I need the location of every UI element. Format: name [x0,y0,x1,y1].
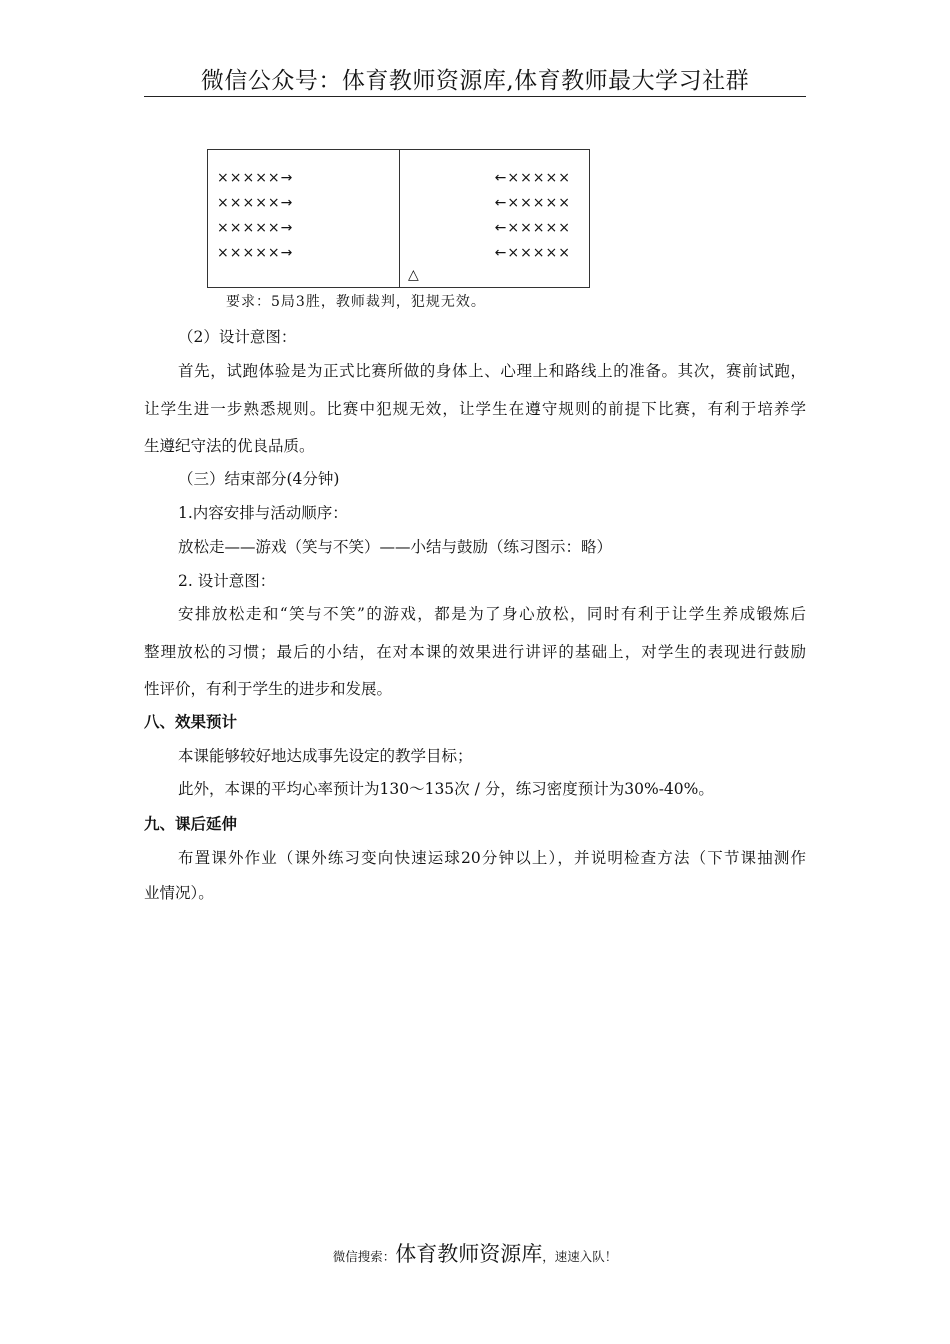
left-team-row: ×××××→ [217,245,294,261]
paragraph-line: 性评价，有利于学生的进步和发展。 [144,680,393,698]
section-9-heading: 九、课后延伸 [144,814,238,833]
paragraph-line: 让学生进一步熟悉规则。比赛中犯规无效，让学生在遵守规则的前提下比赛，有利于培养学 [144,400,806,418]
left-team-row: ×××××→ [217,220,294,236]
right-team-row: ←××××× [494,170,571,186]
content-heading: 1.内容安排与活动顺序： [178,504,348,522]
paragraph-line: 安排放松走和“笑与不笑”的游戏，都是为了身心放松，同时有利于让学生养成锻炼后 [178,605,806,623]
section-8-heading: 八、效果预计 [144,712,238,731]
paragraph-line: 首先，试跑体验是为正式比赛所做的身体上、心理上和路线上的准备。其次，赛前试跑， [178,362,806,380]
section-3-heading: （三）结束部分(4分钟) [178,470,340,488]
page-header-title: 微信公众号：体育教师资源库,体育教师最大学习社群 [200,68,750,94]
footer-name: 体育教师资源库 [395,1242,543,1266]
left-team-row: ×××××→ [217,170,294,186]
right-team-row: ←××××× [494,245,571,261]
relay-field-diagram [207,149,590,288]
page-footer [0,1238,950,1268]
footer-prefix: 微信搜索： [332,1249,396,1264]
paragraph-line: 布置课外作业（课外练习变向快速运球20分钟以上），并说明检查方法（下节课抽测作 [178,849,806,867]
right-team-row: ←××××× [494,220,571,236]
referee-triangle-icon: △ [408,267,419,283]
right-team-formation [495,166,571,266]
content-text: 放松走——游戏（笑与不笑）——小结与鼓励（练习图示：略） [178,538,613,556]
paragraph-line: 生遵纪守法的优良品质。 [144,437,315,455]
design-intent-2-heading: （2）设计意图： [178,328,297,346]
footer-suffix: ，速速入队！ [542,1249,618,1264]
paragraph-line: 本课能够较好地达成事先设定的教学目标； [178,747,473,765]
design-intent-heading: 2. 设计意图： [178,572,276,590]
paragraph-line: 整理放松的习惯；最后的小结，在对本课的效果进行讲评的基础上，对学生的表现进行鼓励 [144,643,806,661]
center-line [399,150,400,287]
paragraph-line: 此外，本课的平均心率预计为130～135次 / 分，练习密度预计为30%-40%。 [178,780,714,798]
header-divider [144,96,806,97]
right-team-row: ←××××× [494,195,571,211]
paragraph-line: 业情况）。 [144,884,214,902]
left-team-row: ×××××→ [217,195,294,211]
left-team-formation [217,166,293,266]
diagram-caption: 要求：5局3胜，教师裁判，犯规无效。 [226,294,486,310]
